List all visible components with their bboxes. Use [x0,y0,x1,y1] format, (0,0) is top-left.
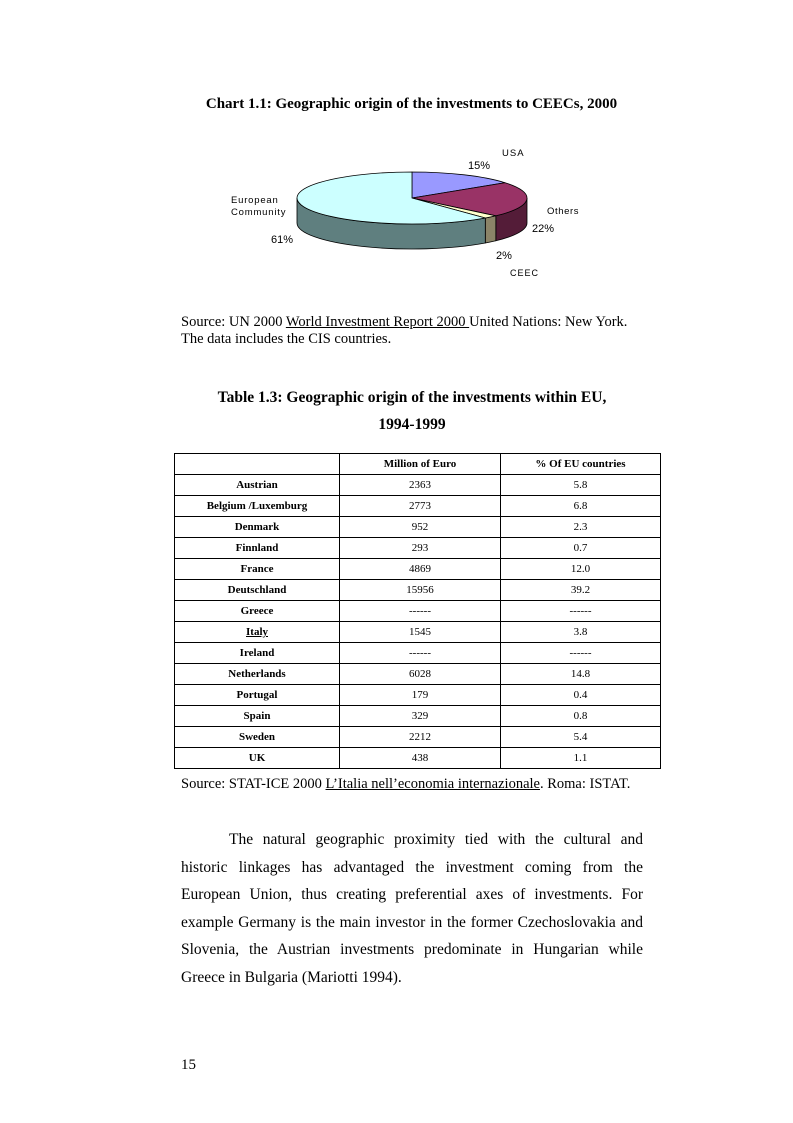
country-cell: UK [175,748,340,769]
table-title-line1: Table 1.3: Geographic origin of the investments within EU, [217,389,607,406]
country-cell: Belgium /Luxemburg [175,496,340,517]
source2-prefix: Source: STAT-ICE 2000 [181,776,326,792]
source2-title: L’Italia nell’economia internazionale [325,776,540,792]
country-cell: Spain [175,706,340,727]
ceec-label: CEEC [510,268,540,278]
million-euro-cell: 2773 [340,496,501,517]
table-row [175,727,661,748]
table-source [181,776,643,793]
percent-cell: 2.3 [501,517,661,538]
million-euro-cell: 1545 [340,622,501,643]
percent-cell: 14.8 [501,664,661,685]
country-cell: Portugal [175,685,340,706]
table-row [175,622,661,643]
table-row [175,685,661,706]
others-percent-label: 22% [532,223,555,235]
pie-side-ceec [485,216,496,243]
table-row [175,643,661,664]
country-cell: Ireland [175,643,340,664]
table-title-line2: 1994-1999 [378,416,446,433]
percent-cell: 5.4 [501,727,661,748]
percent-cell: 3.8 [501,622,661,643]
page-number: 15 [181,1057,196,1073]
million-euro-cell: ------ [340,601,501,622]
table-row [175,706,661,727]
million-euro-cell: 329 [340,706,501,727]
eu-percent-label: 61% [271,234,294,246]
chart-title: Chart 1.1: Geographic origin of the investments to CEECs, 2000 [205,96,618,112]
percent-cell: ------ [501,643,661,664]
header-million-euro: Million of Euro [340,454,501,475]
percent-cell: 5.8 [501,475,661,496]
chart-source [181,314,643,348]
percent-cell: 0.7 [501,538,661,559]
million-euro-cell: 2363 [340,475,501,496]
investment-table [174,453,661,769]
percent-cell: 1.1 [501,748,661,769]
million-euro-cell: 179 [340,685,501,706]
ceec-percent-label: 2% [496,250,512,262]
country-cell: Deutschland [175,580,340,601]
country-cell: Netherlands [175,664,340,685]
table-row [175,664,661,685]
body-paragraph: The natural geographic proximity tied with the cultural and historic linkages has advantaged the investment coming from the European Union, thus creating preferential axes of investments. For example Germany is the main investor in the former Czechoslovakia and Slovenia, the Austrian investments predominate in Hungarian while Greece in Bulgaria (Mariotti 1994). [181,831,643,986]
percent-cell: 39.2 [501,580,661,601]
table-row [175,538,661,559]
eu-label-line1: European [231,195,279,206]
source-prefix: Source: UN 2000 [181,314,286,330]
usa-label: USA [502,148,525,159]
usa-percent-label: 15% [468,160,491,172]
table-row [175,496,661,517]
country-cell: Denmark [175,517,340,538]
million-euro-cell: 2212 [340,727,501,748]
country-cell: Sweden [175,727,340,748]
percent-cell: 12.0 [501,559,661,580]
million-euro-cell: 438 [340,748,501,769]
pie-tops [297,172,527,224]
million-euro-cell: 6028 [340,664,501,685]
million-euro-cell: 4869 [340,559,501,580]
source-suffix: United Nations: New York. [469,314,628,330]
percent-cell: 6.8 [501,496,661,517]
million-euro-cell: 293 [340,538,501,559]
pie-chart [220,140,580,285]
million-euro-cell: ------ [340,643,501,664]
country-cell: Greece [175,601,340,622]
million-euro-cell: 15956 [340,580,501,601]
percent-cell: 0.4 [501,685,661,706]
million-euro-cell: 952 [340,517,501,538]
table-row [175,559,661,580]
header-percent-eu: % Of EU countries [501,454,661,475]
eu-label-line2: Community [231,207,287,218]
header-country [175,454,340,475]
table-row [175,517,661,538]
table-row [175,580,661,601]
source2-suffix: . Roma: ISTAT. [539,776,631,792]
table-row [175,475,661,496]
percent-cell: 0.8 [501,706,661,727]
percent-cell: ------ [501,601,661,622]
country-cell: Finnland [175,538,340,559]
table-row [175,601,661,622]
source-report-title: World Investment Report 2000 [285,314,470,330]
others-label: Others [547,206,580,217]
country-cell: France [175,559,340,580]
table-header-row [175,454,661,475]
country-cell: Austrian [175,475,340,496]
table-row [175,748,661,769]
source-note: The data includes the CIS countries. [181,331,392,347]
country-cell: Italy [175,622,340,643]
